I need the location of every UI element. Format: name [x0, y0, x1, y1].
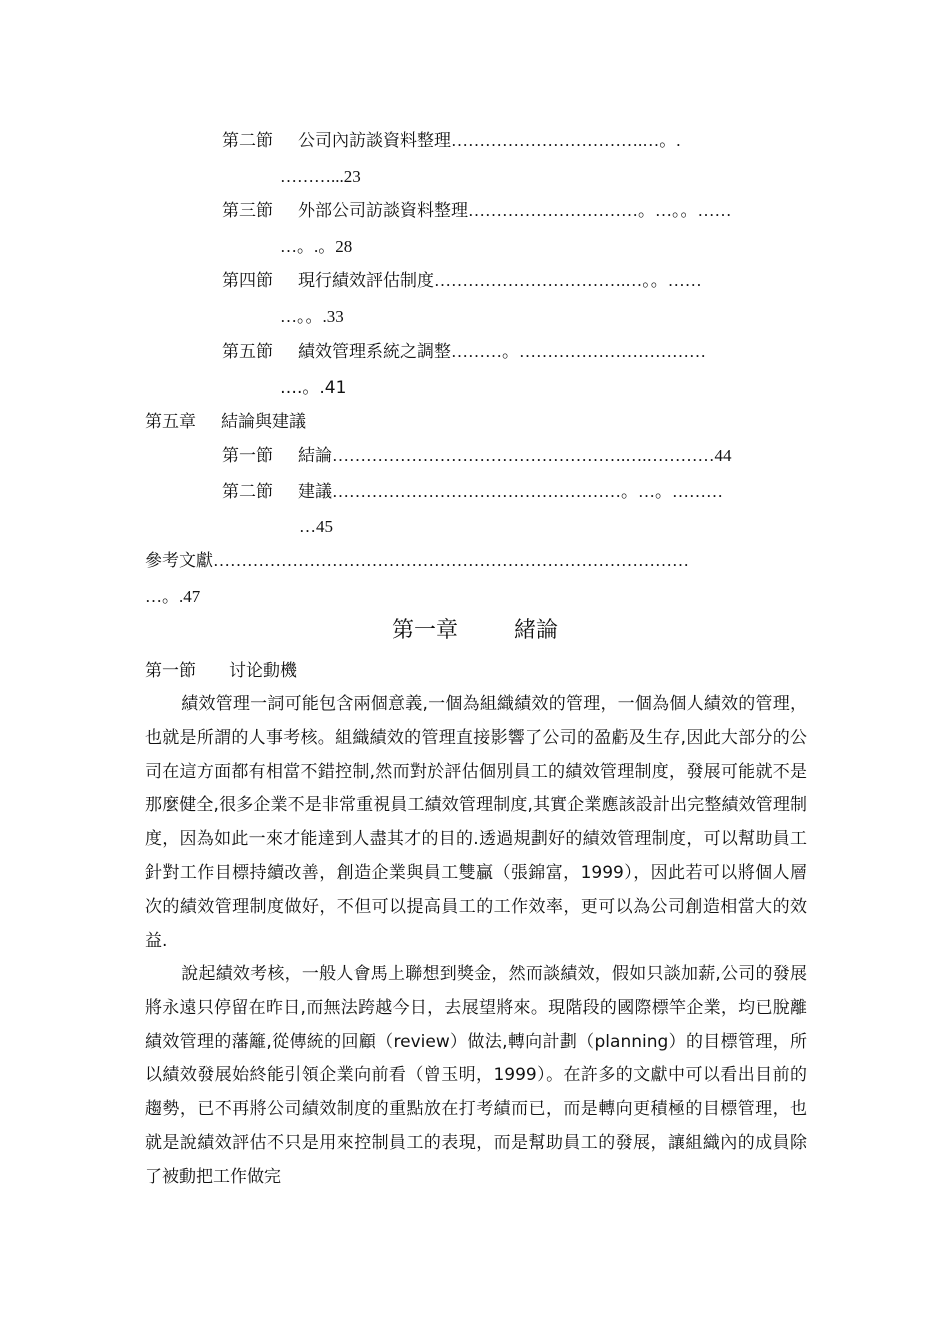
toc-page-ch5-s2: …45: [299, 517, 333, 536]
toc-prefix: 第二節: [222, 131, 273, 151]
toc-leader: ……………………………………………。…。………: [332, 482, 723, 501]
toc-prefix: 第四節: [222, 271, 273, 291]
paragraph-text: 績效管理一詞可能包含兩個意義,一個為組織績效的管理，一個為個人績效的管理，也就是所謂的人事考核。組織績效的管理直接影響了公司的盈虧及生存,因此大部分的公司在這方面都有相當不錯控制,然而對於評估個別員工的績效管理制度，發展可能就不是那麼健全,很多企業不是非常重視員工績效管理制度,其實企業應該設計出完整績效管理制度，因為如此一來才能達到人盡其才的目的.透過規劃好的績效管理制度，可以幫助員工針對工作目標持續改善，創造企業與員工雙贏（張錦富，1999），因此若可以將個人層次的績效管理制度做好，不但可以提高員工的工作效率，更可以為公司創造相當大的效益.: [145, 694, 807, 951]
chapter-number: 第一章: [391, 618, 458, 643]
toc-prefix: 第五章: [145, 412, 196, 432]
toc-page-references: …。.47: [145, 587, 201, 606]
chapter-title: 緒論: [514, 618, 559, 643]
toc-page-ch4-s4: …。。.33: [280, 307, 344, 326]
toc-entry-ch5-s1[interactable]: [222, 445, 732, 467]
toc-title: 參考文獻: [145, 551, 213, 571]
toc-leader: …………………………………………………………………………: [213, 551, 689, 570]
toc-prefix: 第一節: [222, 446, 273, 466]
toc-title: 結論: [298, 446, 332, 466]
toc-page-ch4-s3: …。.。28: [280, 237, 353, 256]
toc-title: 外部公司訪談資料整理: [298, 201, 468, 221]
section-heading: [145, 660, 297, 682]
toc-title: 建議: [298, 482, 332, 502]
toc-entry-ch4-s5[interactable]: [222, 341, 706, 363]
toc-leader: …………………………………………….….…………44: [332, 446, 732, 465]
body-paragraph: [145, 688, 807, 958]
section-label: 第一節: [145, 661, 196, 681]
toc-entry-ch5-s2[interactable]: [222, 481, 723, 503]
toc-leader: ………。……………………………: [451, 342, 706, 361]
toc-prefix: 第三節: [222, 201, 273, 221]
toc-title: 公司內訪談資料整理: [298, 131, 451, 151]
toc-leader: …………………………….…。.: [451, 131, 681, 150]
section-title: 讨论動機: [229, 661, 297, 681]
toc-title: 現行績效評估制度: [298, 271, 434, 291]
toc-entry-ch4-s3[interactable]: [222, 200, 732, 222]
toc-leader: …………………………。…。。……: [468, 201, 732, 220]
toc-title: 結論與建議: [221, 412, 306, 432]
toc-title: 績效管理系統之調整: [298, 342, 451, 362]
toc-leader: …………………………….…。。……: [434, 271, 702, 290]
toc-page-ch4-s5: ….。.41: [280, 378, 347, 398]
toc-prefix: 第五節: [222, 342, 273, 362]
toc-entry-ch4-s2[interactable]: [222, 130, 681, 152]
toc-entry-ch4-s4[interactable]: [222, 270, 702, 292]
toc-entry-ch5[interactable]: [145, 411, 306, 433]
toc-page-ch4-s2: ………...23: [280, 167, 361, 186]
chapter-heading: [0, 617, 950, 645]
toc-prefix: 第二節: [222, 482, 273, 502]
body-paragraph: [145, 958, 807, 1195]
paragraph-text: 說起績效考核，一般人會馬上聯想到獎金，然而談績效，假如只談加薪,公司的發展將永遠只停留在昨日,而無法跨越今日，去展望將來。現階段的國際標竿企業，均已脫離績效管理的藩籬,從傳統的回顧（review）做法,轉向計劃（planning）的目標管理，所以績效發展始終能引領企業向前看（曾玉明，1999）。在許多的文獻中可以看出目前的趨勢，已不再將公司績效制度的重點放在打考績而已，而是轉向更積極的目標管理，也就是說績效評估不只是用來控制員工的表現，而是幫助員工的發展，讓組織內的成員除了被動把工作做完: [145, 964, 807, 1187]
toc-entry-references[interactable]: [145, 550, 689, 572]
